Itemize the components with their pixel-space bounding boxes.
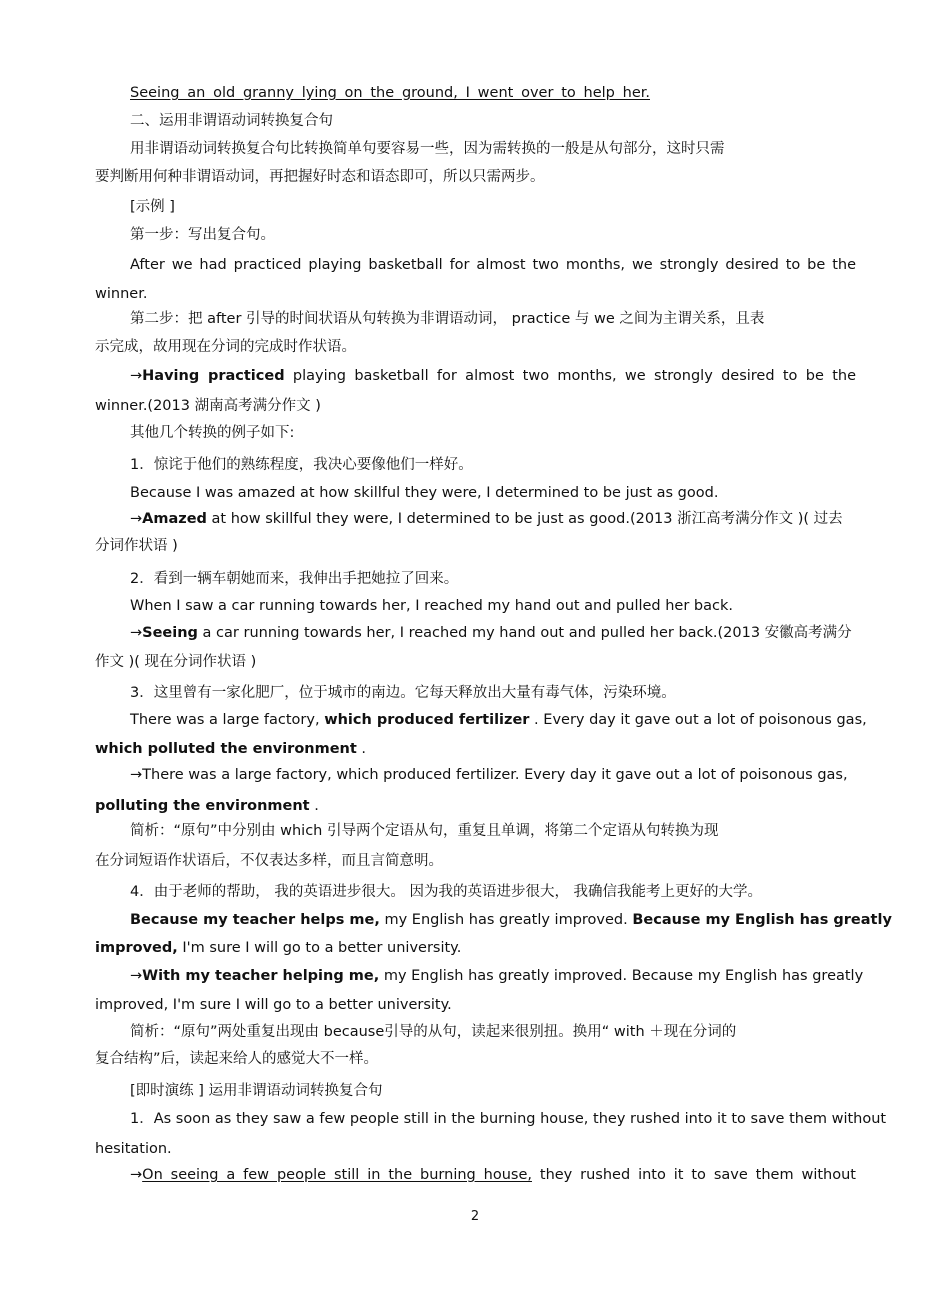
practice-item: 1．As soon as they saw a few people still in the burning house, they rushed into it to save them without [130,1111,887,1127]
example-sentence: After we had practiced playing basketball for almost two months, we strongly desired to be the [130,257,856,273]
highlight: Seeing [142,625,198,641]
paragraph-line: 要判断用何种非谓语动词，再把握好时态和语态即可，所以只需两步。 [95,169,545,185]
analysis: 简析：“原句”两处重复出现由 because引导的从句，读起来很别扭。换用“ with ＋现在分词的 [130,1024,737,1040]
analysis-continuation: 复合结构”后，读起来给人的感觉大不一样。 [95,1051,379,1067]
analysis-continuation: 在分词短语作状语后，不仅表达多样，而且言简意明。 [95,853,443,869]
practice-answer [130,1165,856,1185]
sentence-text: my English has greatly improved. Because my English has greatly [379,968,864,984]
sentence-text: playing basketball for almost two months, we strongly desired to be the [284,368,856,384]
practice-heading: [即时演练 ] 运用非谓语动词转换复合句 [130,1083,383,1099]
example-label: [示例 ] [130,199,175,215]
arrow: → [130,511,143,527]
original-sentence: When I saw a car running towards her, I reached my hand out and pulled her back. [130,598,733,614]
highlight: With my teacher helping me, [142,968,380,984]
highlight: Because my English has greatly [632,912,892,928]
arrow: → [130,368,143,384]
highlight: Amazed [142,511,207,527]
highlight: improved, [95,940,178,956]
sentence-text: . [356,741,367,757]
sentence-continuation [95,938,461,958]
sentence-text: . Every day it gave out a lot of poisonous gas, [529,712,867,728]
sentence-text: I'm sure I will go to a better university. [177,940,462,956]
sentence-text: my English has greatly improved. [379,912,633,928]
highlight: which polluted the environment [95,741,357,757]
highlight: Because my teacher helps me, [130,912,380,928]
arrow: → [130,625,143,641]
source-note: winner.(2013 湖南高考满分作文 ) [95,398,321,414]
analysis: 简析：“原句”中分别由 which 引导两个定语从句，重复且单调，将第二个定语从句转换为现 [130,823,719,839]
underlined-answer: On seeing a few people still in the burning house, [142,1167,532,1183]
answer-sentence: Seeing an old granny lying on the ground, I went over to help her. [130,85,650,101]
paragraph-line: 分词作状语 ) [95,538,178,554]
converted-sentence [130,623,852,643]
converted-sentence [130,966,863,986]
sentence-text: a car running towards her, I reached my hand out and pulled her back.(2013 安徽高考满分 [197,625,852,641]
sentence-text: at how skillful they were, I determined to be just as good.(2013 浙江高考满分作文 )( 过去 [206,511,843,527]
converted-sentence [130,509,843,529]
page-number: 2 [470,1209,480,1224]
example-item: 4．由于老师的帮助， 我的英语进步很大。 因为我的英语进步很大， 我确信我能考上更好的大学。 [130,884,763,900]
highlight: which produced fertilizer [324,712,530,728]
original-sentence: Because I was amazed at how skillful they were, I determined to be just as good. [130,485,719,501]
example-item: 3．这里曾有一家化肥厂，位于城市的南边。它每天释放出大量有毒气体，污染环境。 [130,685,676,701]
paragraph-line: 其他几个转换的例子如下: [130,425,295,441]
example-item: 2．看到一辆车朝她而来，我伸出手把她拉了回来。 [130,571,459,587]
example-item: 1．惊诧于他们的熟练程度，我决心要像他们一样好。 [130,457,473,473]
original-sentence [130,910,892,930]
paragraph-line: 作文 )( 现在分词作状语 ) [95,654,257,670]
arrow: → [130,1167,143,1183]
paragraph-line: 用非谓语动词转换复合句比转换简单句要容易一些，因为需转换的一般是从句部分，这时只需 [130,141,725,157]
example-sentence-end: winner. [95,286,148,302]
section-heading: 二、运用非谓语动词转换复合句 [130,113,333,129]
arrow: → [130,968,143,984]
converted-sentence [130,366,856,386]
highlight: Having practiced [142,368,285,384]
paragraph-line: 示完成，故用现在分词的完成时作状语。 [95,339,356,355]
step-two: 第二步：把 after 引导的时间状语从句转换为非谓语动词， practice 与 we 之间为主谓关系，且表 [130,311,765,327]
sentence-continuation [95,796,319,816]
sentence-continuation [95,739,366,759]
converted-sentence: →There was a large factory, which produced fertilizer. Every day it gave out a lot of poisonous gas, [130,767,848,783]
highlight: polluting the environment [95,798,310,814]
sentence-continuation: improved, I'm sure I will go to a better university. [95,997,452,1013]
original-sentence [130,710,867,730]
step-one: 第一步：写出复合句。 [130,227,275,243]
sentence-text: There was a large factory, [130,712,325,728]
practice-item-end: hesitation. [95,1141,172,1157]
sentence-text: . [309,798,319,814]
sentence-text: they rushed into it to save them without [531,1167,856,1183]
